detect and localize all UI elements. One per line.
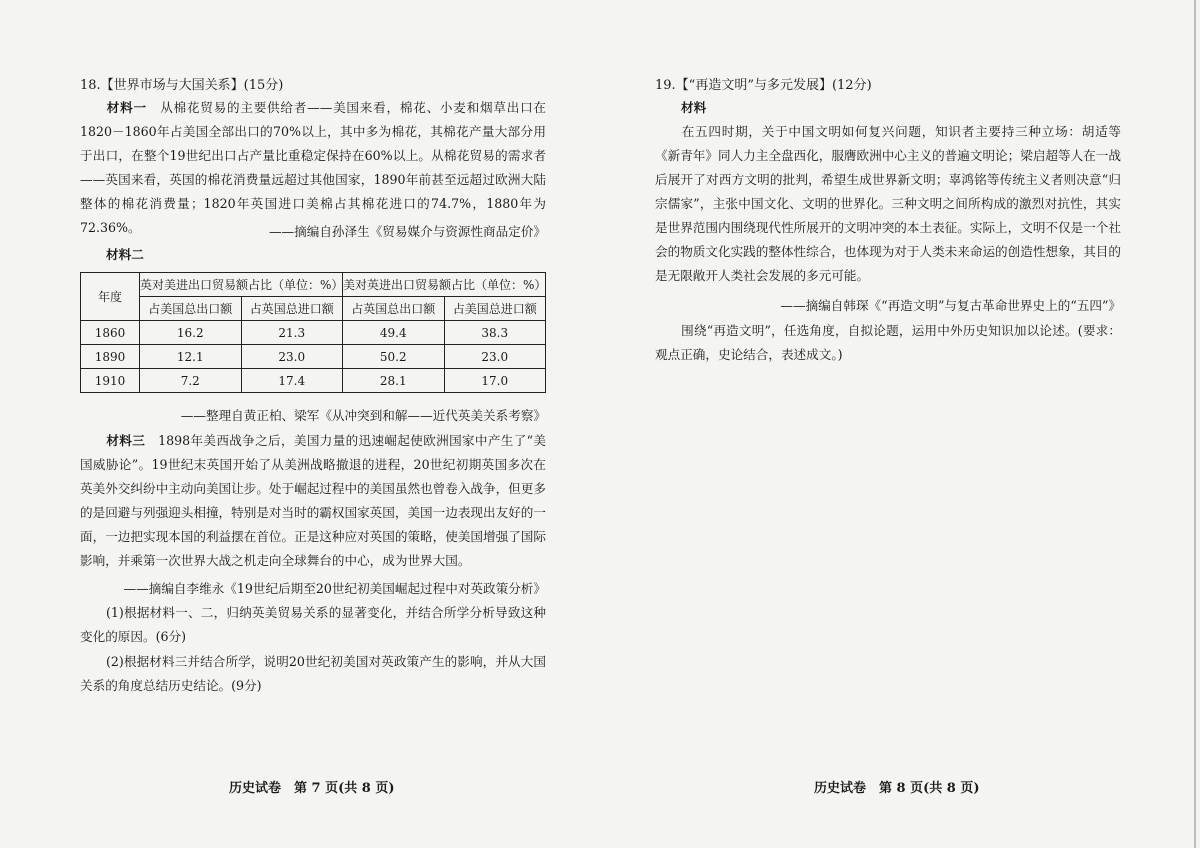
material-3-label: 材料三 xyxy=(106,433,146,448)
table-cell: 17.0 xyxy=(444,369,546,393)
material-heading xyxy=(655,96,1121,120)
trade-share-table xyxy=(80,272,546,393)
material-label: 材料 xyxy=(681,100,707,115)
table-cell: 21.3 xyxy=(241,321,343,345)
table-cell: 12.1 xyxy=(140,345,242,369)
table-header-year: 年度 xyxy=(81,273,140,321)
page-8-footer: 历史试卷 第 8 页(共 8 页) xyxy=(814,781,980,796)
table-cell: 16.2 xyxy=(140,321,242,345)
question-18-part-1 xyxy=(80,601,546,649)
question-18-part-1-text: (1)根据材料一、二，归纳英美贸易关系的显著变化，并结合所学分析导致这种变化的原因。(6分) xyxy=(80,605,546,644)
question-19-task xyxy=(655,319,1121,367)
material-1-label: 材料一 xyxy=(106,100,147,115)
table-cell-year: 1860 xyxy=(81,321,140,345)
material-1-source: ——摘编自孙泽生《贸易媒介与资源性商品定价》 xyxy=(268,224,546,239)
table-cell: 38.3 xyxy=(444,321,546,345)
table-subheader-2: 占英国总进口额 xyxy=(241,297,343,321)
material-1-text: 从棉花贸易的主要供给者——美国来看，棉花、小麦和烟草出口在1820－1860年占美国全部出口的70%以上，其中多为棉花，其棉花产量大部分用于出口，在整个19世纪出口占产量比重稳定保持在60%以上。从棉花贸易的需求者——英国来看，英国的棉花消费量远超过其他国家，1890年前甚至远超过欧洲大陆整体的棉花消费量；1820年英国进口美棉占其棉花进口的74.7%，1880年为72.36%。 xyxy=(80,100,547,235)
material-1 xyxy=(80,96,546,240)
table-cell: 7.2 xyxy=(140,369,242,393)
table-row xyxy=(81,345,546,369)
table-header-group-2: 美对英进出口贸易额占比（单位：%） xyxy=(343,273,546,297)
table-cell-year: 1890 xyxy=(81,345,140,369)
table-subheader-1: 占美国总出口额 xyxy=(140,297,242,321)
table-row xyxy=(81,369,546,393)
table-cell: 23.0 xyxy=(444,345,546,369)
table-cell: 50.2 xyxy=(343,345,445,369)
material-3 xyxy=(80,429,546,573)
scan-edge-line xyxy=(1194,0,1196,848)
material-2 xyxy=(80,243,546,267)
material-19-text: 在五四时期，关于中国文明如何复兴问题，知识者主要持三种立场：胡适等《新青年》同人力主全盘西化，服膺欧洲中心主义的普遍文明论；梁启超等人在一战后展开了对西方文明的批判，希望生成世界新文明；辜鸿铭等传统主义者则决意“归宗儒家”，主张中国文化、文明的世界化。三种文明之间所构成的激烈对抗性，其实是世界范围内围绕现代性所展开的文明冲突的本土表征。实际上，文明不仅是一个社会的物质文化实践的整体性综合，也体现为对于人类未来命运的创造性想象，其目的是无限敞开人类社会发展的多元可能。 xyxy=(655,124,1121,283)
table-cell: 28.1 xyxy=(343,369,445,393)
table-cell-year: 1910 xyxy=(81,369,140,393)
question-18-part-2-text: (2)根据材料三并结合所学，说明20世纪初美国对英政策产生的影响，并从大国关系的角度总结历史结论。(9分) xyxy=(80,654,546,693)
material-19-source: ——摘编自韩琛《“再造文明”与复古革命世界史上的“五四”》 xyxy=(780,298,1121,313)
material-2-label: 材料二 xyxy=(106,247,144,262)
table-cell: 23.0 xyxy=(241,345,343,369)
table-header-group-1: 英对美进出口贸易额占比（单位：%） xyxy=(140,273,343,297)
material-2-source: ——整理自黄正柏、梁军《从冲突到和解——近代英美关系考察》 xyxy=(180,408,546,423)
question-18-title: 18.【世界市场与大国关系】(15分) xyxy=(80,78,284,93)
question-18-part-2 xyxy=(80,650,546,698)
material-19 xyxy=(655,120,1121,288)
table-subheader-3: 占英国总出口额 xyxy=(343,297,445,321)
page-7-footer: 历史试卷 第 7 页(共 8 页) xyxy=(229,781,395,796)
page-8 xyxy=(600,0,1200,848)
material-3-text: 1898年美西战争之后，美国力量的迅速崛起使欧洲国家中产生了“美国威胁论”。19世纪末英国开始了从美洲战略撤退的进程，20世纪初期英国多次在英美外交纠纷中主动向美国让步。处于崛起过程中的美国虽然也曾卷入战争，但更多的是回避与列强迎头相撞，特别是对当时的霸权国家英国，美国一边表现出友好的一面，一边把实现本国的利益摆在首位。正是这种应对英国的策略，使美国增强了国际影响，并乘第一次世界大战之机走向全球舞台的中心，成为世界大国。 xyxy=(80,433,547,568)
material-3-source: ——摘编自李维永《19世纪后期至20世纪初美国崛起过程中对英政策分析》 xyxy=(123,581,546,596)
table-cell: 17.4 xyxy=(241,369,343,393)
table-row xyxy=(81,321,546,345)
question-19-task-text: 围绕“再造文明”，任选角度，自拟论题，运用中外历史知识加以论述。(要求：观点正确，史论结合，表述成文。) xyxy=(655,323,1121,362)
question-19-title: 19.【“再造文明”与多元发展】(12分) xyxy=(655,78,872,93)
table-cell: 49.4 xyxy=(343,321,445,345)
table-subheader-4: 占美国总进口额 xyxy=(444,297,546,321)
